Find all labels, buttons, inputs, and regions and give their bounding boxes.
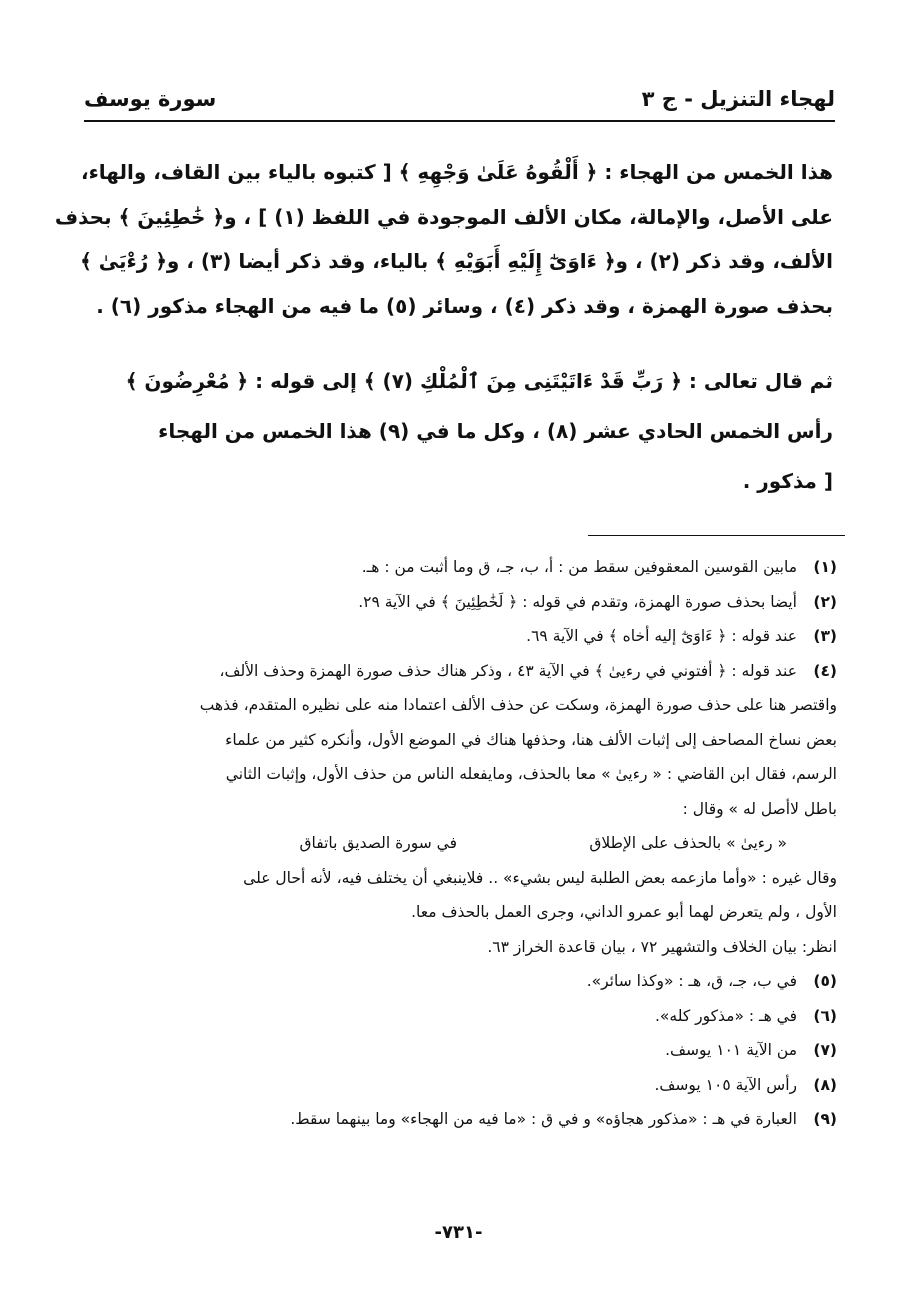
footnote-separator [588, 535, 845, 536]
page-number: -٧٣١- [434, 1222, 483, 1243]
body-paragraph-2 [81, 356, 833, 506]
footnote-continuation: وقال غيره : «وأما مازعمه بعض الطلبة ليس بشيء» .. فلاينبغي أن يختلف فيه، لأنه أحال على [243, 868, 837, 887]
body-paragraph-1 [54, 150, 833, 328]
text-line: [ مذكور . [742, 469, 833, 493]
footnote-number: (٢) [813, 592, 837, 611]
footnote [77, 585, 837, 620]
text-line: رأس الخمس الحادي عشر (٨) ، وكل ما في (٩) هذا الخمس من الهجاء [158, 419, 833, 443]
footnote-number: (٤) [813, 661, 837, 680]
footnote-text: في ب، جـ، ق، هـ : «وكذا سائر». [586, 972, 797, 990]
footnote-continuation: الأول ، ولم يتعرض لهما أبو عمرو الداني، وجرى العمل بالحذف معا. [411, 903, 837, 921]
footnote-number: (٥) [813, 972, 837, 990]
footnote [77, 619, 837, 654]
footnote [77, 1102, 837, 1137]
footnote-text: مابين القوسين المعقوفين سقط من : أ، ب، جـ، ق وما أثبت من : هـ. [361, 558, 797, 576]
footnote-text: العبارة في هـ : «مذكور هجاؤه» و في ق : «ما فيه من الهجاء» وما بينهما سقط. [290, 1110, 797, 1128]
running-header-surah: سورة يوسف [84, 87, 217, 111]
running-header-title: لهجاء التنزيل - ج ٣ [641, 87, 835, 111]
footnote [77, 1068, 837, 1103]
footnote-continuation: باطل لاأصل له » وقال : [682, 799, 837, 818]
footnote-text: عند قوله : ﴿ أفتوني في رءيىٰ ﴾ في الآية ٤٣ ، وذكر هناك حذف صورة الهمزة وحذف الألف، [219, 661, 797, 680]
footnote-number: (٣) [813, 627, 837, 645]
footnote-number: (٩) [813, 1110, 837, 1128]
footnote-text: من الآية ١٠١ يوسف. [665, 1041, 797, 1059]
footnote-number: (٨) [813, 1075, 837, 1094]
footnote-continuation: الرسم، فقال ابن القاضي : « رءيىٰ » معا بالحذف، ومايفعله الناس من حذف الأول، وإثبات الثاني [225, 765, 837, 783]
footnote-number: (٧) [813, 1041, 837, 1059]
footnote [77, 550, 837, 585]
footnotes [77, 550, 837, 1137]
footnote-continuation: واقتصر هنا على حذف صورة الهمزة، وسكت عن حذف الألف اعتمادا منه على نظيره المتقدم، فذهب [199, 696, 837, 714]
verse-line [77, 826, 837, 861]
footnote [77, 1033, 837, 1068]
verse-hemistich-1: « رءيىٰ » بالحذف على الإطلاق [589, 834, 787, 852]
footnote-number: (٦) [813, 1006, 837, 1025]
header-rule [84, 120, 835, 122]
text-line: على الأصل، والإمالة، مكان الألف الموجودة في اللفظ (١) ] ، و﴿ خَٰطِئِينَ ﴾ بحذف [54, 204, 833, 229]
footnote-continuation: انظر: بيان الخلاف والتشهير ٧٢ ، بيان قاعدة الخراز ٦٣. [487, 937, 837, 956]
text-line: ثم قال تعالى : ﴿ رَبِّ قَدْ ءَاتَيْتَنِى مِنَ ٱلْمُلْكِ (٧) ﴾ إلى قوله : ﴿ مُعْرِضُونَ ﴾ [125, 369, 833, 393]
footnote-text: أيضا بحذف صورة الهمزة، وتقدم في قوله : ﴿ لَخَٰطِئِينَ ﴾ في الآية ٢٩. [358, 592, 797, 611]
footnote-number: (١) [813, 558, 837, 576]
text-line: الألف، وقد ذكر (٢) ، و﴿ ءَاوَىٰٓ إِلَيْهِ أَبَوَيْهِ ﴾ بالياء، وقد ذكر أيضا (٣) ، و﴿ رُءْيَىٰ ﴾ [80, 249, 833, 273]
footnote-continuation: بعض نساخ المصاحف إلى إثبات الألف هنا، وحذفها هناك في الموضع الأول، وأنكره كثير من علماء [225, 730, 837, 749]
verse-hemistich-2: في سورة الصديق باتفاق [299, 834, 457, 852]
footnote [77, 999, 837, 1034]
text-line: بحذف صورة الهمزة ، وقد ذكر (٤) ، وسائر (٥) ما فيه من الهجاء مذكور (٦) . [96, 293, 833, 318]
footnote-text: رأس الآية ١٠٥ يوسف. [654, 1075, 797, 1094]
footnote [77, 654, 837, 689]
text-line: هذا الخمس من الهجاء : ﴿ أَلْقُوهُ عَلَىٰ وَجْهِهِ ﴾ [ كتبوه بالياء بين القاف، والهاء، [80, 160, 833, 184]
footnote [77, 964, 837, 999]
footnote-text: عند قوله : ﴿ ءَاوَىٰٓ إليه أخاه ﴾ في الآية ٦٩. [526, 627, 797, 645]
footnote-text: في هـ : «مذكور كله». [655, 1006, 797, 1025]
